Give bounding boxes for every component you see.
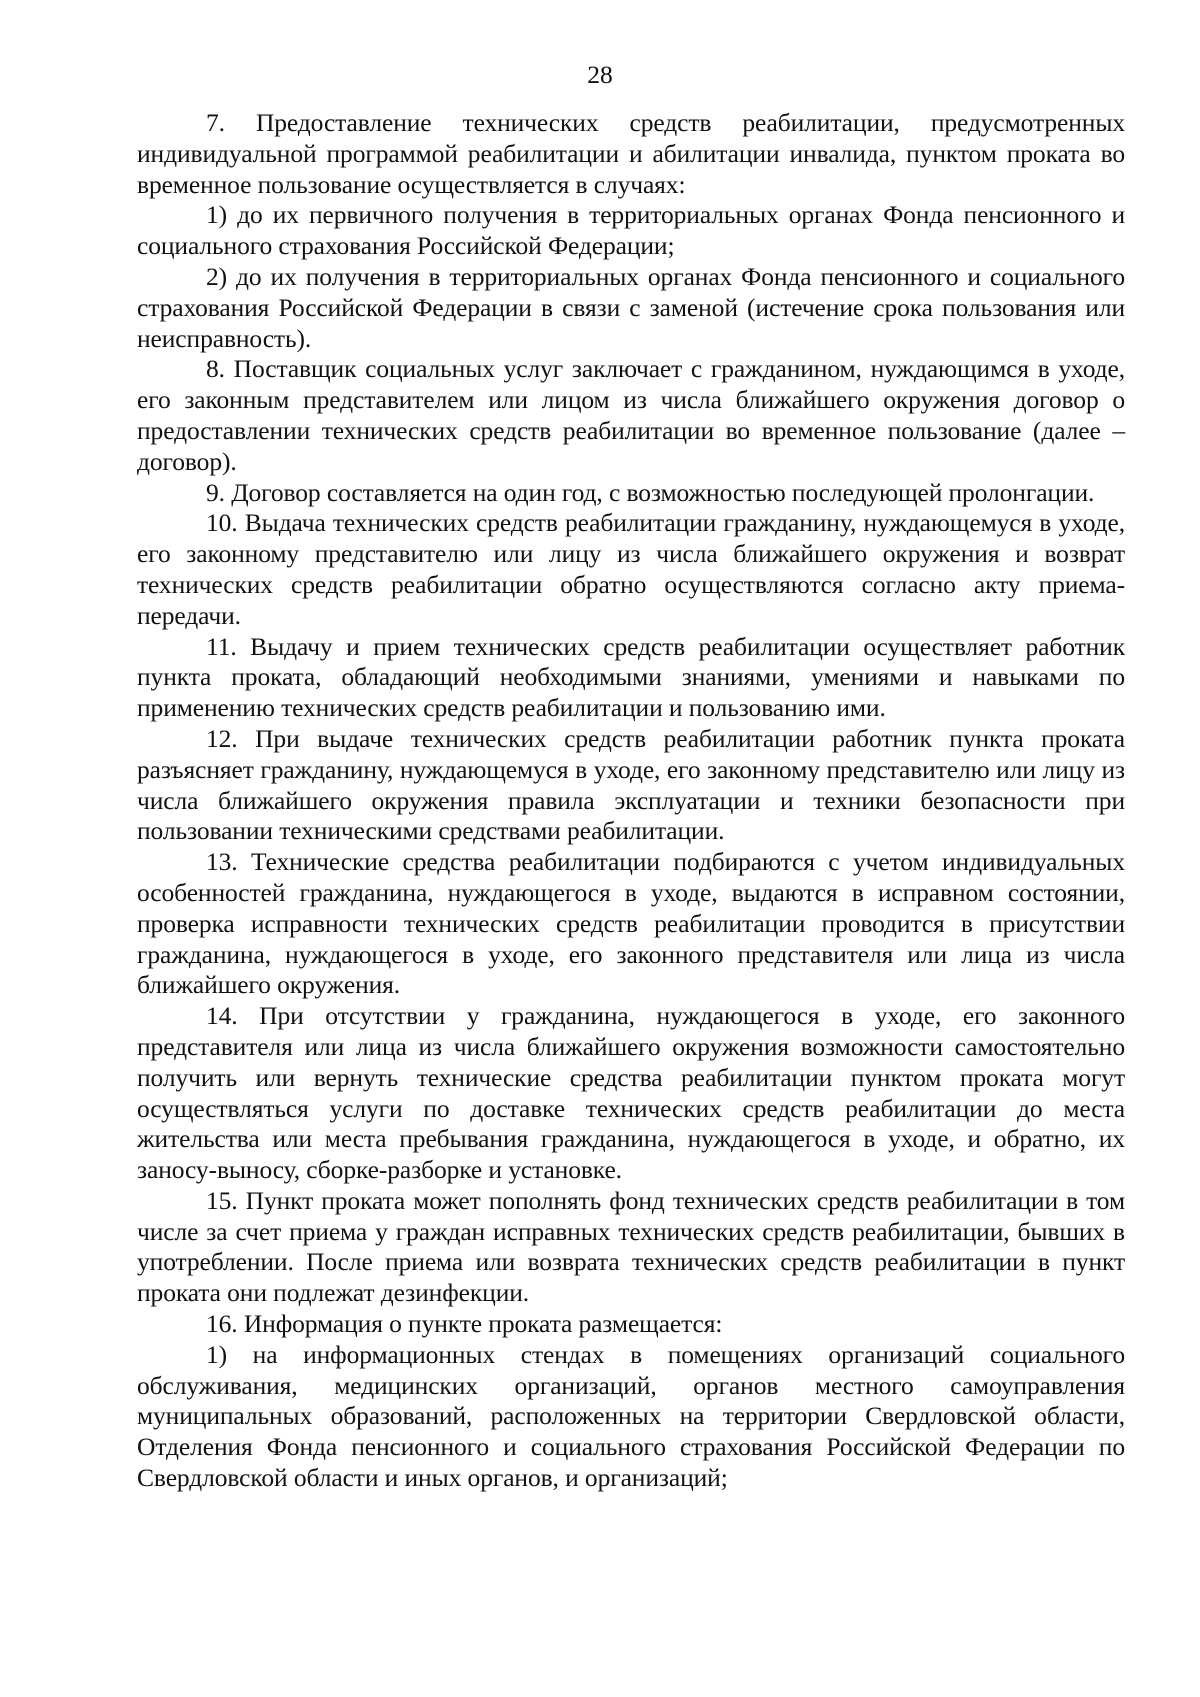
- paragraph-10: 10. Выдача технических средств реабилитации гражданину, нуждающемуся в уходе, его законному представителю или лицу из числа ближайшего окружения и возврат технических средств реабилитации обратно осуществляются согласно акту приема-передачи.: [137, 508, 1125, 630]
- paragraph-7: 7. Предоставление технических средств реабилитации, предусмотренных индивидуальной программой реабилитации и абилитации инвалида, пунктом проката во временное пользование осуществляется в случаях:: [137, 108, 1125, 199]
- paragraph-12: 12. При выдаче технических средств реабилитации работник пункта проката разъясняет гражданину, нуждающемуся в уходе, его законному представителю или лицу из числа ближайшего окружения правила эксплуатации и техники безопасности при пользовании техническими средствами реабилитации.: [137, 723, 1125, 846]
- paragraph-14: 14. При отсутствии у гражданина, нуждающегося в уходе, его законного представителя или лица из числа ближайшего окружения возможности самостоятельно получить или вернуть технические средства реабилитации пунктом проката могут осуществляться услуги по доставке технических средств реабилитации до места жительства или места пребывания гражданина, нуждающегося в уходе, и обратно, их заносу-выносу, сборке-разборке и установке.: [137, 1001, 1125, 1185]
- paragraph-13: 13. Технические средства реабилитации подбираются с учетом индивидуальных особенностей гражданина, нуждающегося в уходе, выдаются в исправном состоянии, проверка исправности технических средств реабилитации проводится в присутствии гражданина, нуждающегося в уходе, его законного представителя или лица из числа ближайшего окружения.: [137, 847, 1125, 1000]
- paragraph-7-item-1: 1) до их первичного получения в территориальных органах Фонда пенсионного и социального страхования Российской Федерации;: [137, 200, 1125, 261]
- page-number: 28: [587, 60, 613, 89]
- paragraph-11: 11. Выдачу и прием технических средств реабилитации осуществляет работник пункта проката, обладающий необходимыми знаниями, умениями и навыками по применению технических средств реабилитации и пользованию ими.: [137, 631, 1125, 723]
- document-body: [137, 108, 1125, 1494]
- paragraph-16-item-1: 1) на информационных стендах в помещениях организаций социального обслуживания, медицинских организаций, органов местного самоуправления муниципальных образований, расположенных на территории Свердловской области, Отделения Фонда пенсионного и социального страхования Российской Федерации по Свердловской области и иных органов, и организаций;: [137, 1339, 1125, 1493]
- paragraph-7-item-2: 2) до их получения в территориальных органах Фонда пенсионного и социального страхования Российской Федерации в связи с заменой (истечение срока пользования или неисправность).: [137, 261, 1125, 353]
- paragraph-9: 9. Договор составляется на один год, с возможностью последующей пролонгации.: [206, 477, 1095, 507]
- paragraph-16: 16. Информация о пункте проката размещается:: [206, 1309, 723, 1339]
- paragraph-15: 15. Пункт проката может пополнять фонд технических средств реабилитации в том числе за счет приема у граждан исправных технических средств реабилитации, бывших в употреблении. После приема или возврата технических средств реабилитации в пункт проката они подлежат дезинфекции.: [137, 1185, 1125, 1308]
- paragraph-8: 8. Поставщик социальных услуг заключает с гражданином, нуждающимся в уходе, его законным представителем или лицом из числа ближайшего окружения договор о предоставлении технических средств реабилитации во временное пользование (далее – договор).: [137, 354, 1125, 476]
